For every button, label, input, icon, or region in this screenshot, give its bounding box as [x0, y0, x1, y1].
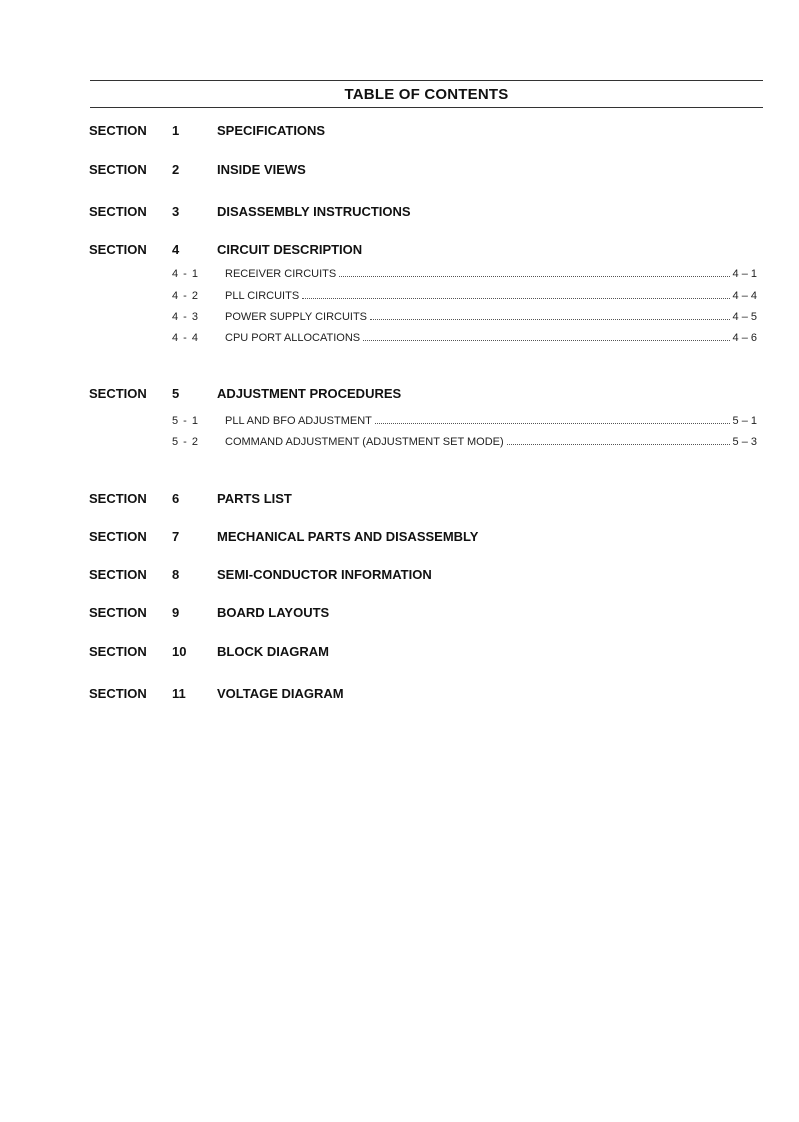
section-label: SECTION — [89, 123, 147, 138]
subsection-title: PLL CIRCUITS — [225, 290, 300, 302]
section-name: SPECIFICATIONS — [217, 123, 326, 138]
toc-section — [0, 204, 799, 224]
subsection-page: 4 – 4 — [732, 290, 757, 302]
section-name: ADJUSTMENT PROCEDURES — [217, 386, 402, 401]
section-name: PARTS LIST — [217, 491, 292, 506]
section-number: 1 — [172, 123, 180, 138]
section-number: 10 — [172, 644, 187, 659]
subsection-title: RECEIVER CIRCUITS — [225, 268, 337, 280]
section-label: SECTION — [89, 529, 147, 544]
section-name: BLOCK DIAGRAM — [217, 644, 329, 659]
section-label: SECTION — [89, 644, 147, 659]
subsection-number: 5 - 1 — [172, 415, 200, 427]
subsection-title: CPU PORT ALLOCATIONS — [225, 332, 361, 344]
toc-section — [0, 605, 799, 625]
section-label: SECTION — [89, 162, 147, 177]
subsection-number: 4 - 4 — [172, 332, 200, 344]
subsection-page: 5 – 1 — [732, 415, 757, 427]
section-number: 11 — [172, 686, 186, 701]
toc-subsection — [0, 268, 799, 284]
page-title: TABLE OF CONTENTS — [344, 86, 509, 103]
section-number: 6 — [172, 491, 180, 506]
subsection-title: COMMAND ADJUSTMENT (ADJUSTMENT SET MODE) — [225, 436, 504, 448]
dot-leader — [507, 444, 730, 445]
toc-section — [0, 242, 799, 262]
section-number: 9 — [172, 605, 180, 620]
toc-subsection — [0, 290, 799, 306]
section-label: SECTION — [89, 204, 147, 219]
section-label: SECTION — [89, 567, 147, 582]
toc-section — [0, 686, 799, 706]
toc-section — [0, 162, 799, 182]
toc-section — [0, 386, 799, 406]
toc-section — [0, 123, 799, 143]
dot-leader — [363, 340, 729, 341]
subsection-page: 5 – 3 — [732, 436, 757, 448]
section-number: 2 — [172, 162, 180, 177]
toc-subsection — [0, 415, 799, 431]
section-name: MECHANICAL PARTS AND DISASSEMBLY — [217, 529, 479, 544]
subsection-page: 4 – 6 — [732, 332, 757, 344]
section-label: SECTION — [89, 386, 147, 401]
top-rule — [90, 80, 763, 81]
section-number: 8 — [172, 567, 180, 582]
toc-section — [0, 491, 799, 511]
subsection-number: 4 - 3 — [172, 311, 200, 323]
toc-section — [0, 644, 799, 664]
section-number: 7 — [172, 529, 180, 544]
section-label: SECTION — [89, 605, 147, 620]
toc-subsection — [0, 332, 799, 348]
section-label: SECTION — [89, 491, 147, 506]
section-name: DISASSEMBLY INSTRUCTIONS — [217, 204, 411, 219]
section-name: SEMI-CONDUCTOR INFORMATION — [217, 567, 432, 582]
subsection-number: 4 - 2 — [172, 290, 200, 302]
section-name: VOLTAGE DIAGRAM — [217, 686, 344, 701]
toc-subsection — [0, 311, 799, 327]
section-number: 4 — [172, 242, 180, 257]
toc-section — [0, 567, 799, 587]
dot-leader — [375, 423, 730, 424]
section-name: CIRCUIT DESCRIPTION — [217, 242, 363, 257]
subsection-page: 4 – 5 — [732, 311, 757, 323]
section-label: SECTION — [89, 242, 147, 257]
section-name: INSIDE VIEWS — [217, 162, 306, 177]
subsection-page: 4 – 1 — [732, 268, 757, 280]
section-number: 3 — [172, 204, 180, 219]
subsection-number: 5 - 2 — [172, 436, 200, 448]
dot-leader — [339, 276, 729, 277]
section-name: BOARD LAYOUTS — [217, 605, 330, 620]
dot-leader — [302, 298, 729, 299]
subsection-title: POWER SUPPLY CIRCUITS — [225, 311, 368, 323]
section-number: 5 — [172, 386, 180, 401]
title-underline — [90, 107, 763, 108]
dot-leader — [370, 319, 730, 320]
subsection-number: 4 - 1 — [172, 268, 200, 280]
subsection-title: PLL AND BFO ADJUSTMENT — [225, 415, 372, 427]
toc-subsection — [0, 436, 799, 452]
section-label: SECTION — [89, 686, 147, 701]
toc-section — [0, 529, 799, 549]
